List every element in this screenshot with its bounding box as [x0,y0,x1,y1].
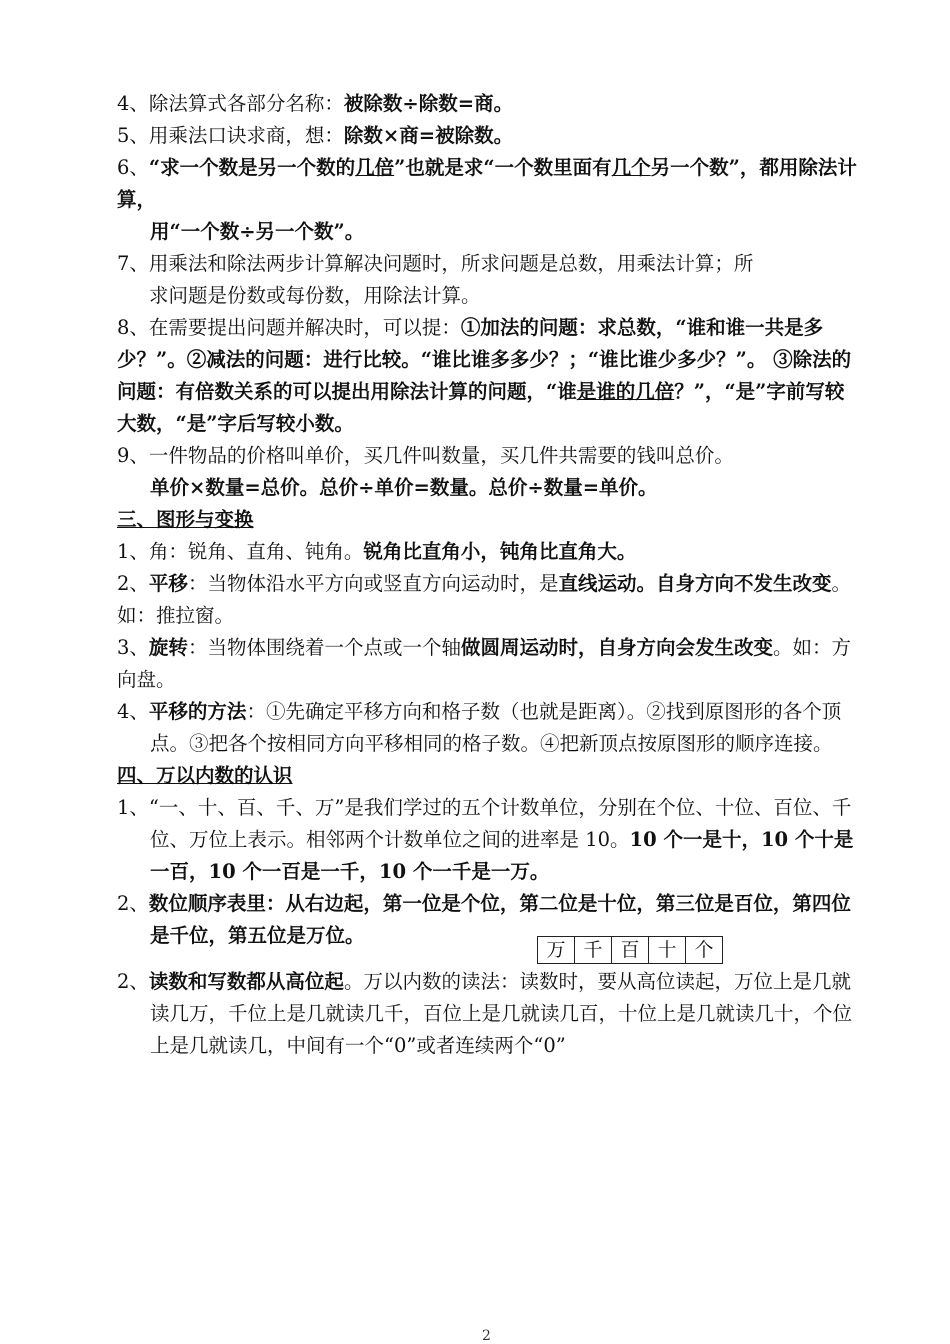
item-4-bold: 被除数÷除数=商。 [343,92,514,115]
item-8-prefix: 8、在需要提出问题并解决时，可以提： [117,316,461,339]
place-bai: 百 [612,937,649,964]
item-6-prefix: 6、 [117,156,149,179]
s4-item-3-bold: 读数和写数都从高位起 [148,970,344,993]
section-4-item-3 [117,966,857,1062]
item-4-text: 4、除法算式各部分名称： [117,92,344,115]
s3-item-3-bold: 做圆周运动时，自身方向会发生改变 [460,636,773,659]
s4-item-3-prefix: 2、 [117,970,149,993]
item-6-line-2: 用“一个数÷另一个数”。 [150,220,365,243]
item-8 [117,312,857,440]
item-9 [117,440,857,472]
item-9-formulas: 单价×数量=总价。总价÷单价=数量。总价÷数量=单价。 [150,476,658,499]
section-3-heading: 三、图形与变换 [117,508,254,531]
item-7-cont: 求问题是份数或每份数，用除法计算。 [149,284,481,307]
s3-item-1-bold: 锐角比直角小，钝角比直角大。 [363,540,637,563]
item-6-bold-2: ”也就是求“一个数里面有 [394,156,612,179]
s3-item-2-term: 平移 [148,572,188,595]
item-7 [117,248,857,312]
item-6-underline-2: 几个 [611,156,651,179]
s3-item-2-bold: 直线运动。自身方向不发生改变 [558,572,832,595]
section-3-item-3 [117,632,857,696]
section-4-heading: 四、万以内数的认识 [117,764,293,787]
s3-item-4-term: 平移的方法 [148,700,247,723]
item-6-bold-3: 另一个数”，都用除法计算， [117,156,857,211]
item-9-text: 9、一件物品的价格叫单价，买几件叫数量，买几件共需要的钱叫总价。 [117,444,734,467]
page-number: 2 [482,1328,491,1344]
s4-item-2-prefix: 2、 [117,892,149,915]
s4-item-3-text: 。万以内数的读法：读数时，要从高位读起，万位上是几就读几万，千位上是几就读几千，百位上是几就读几百，十位上是几就读几十，个位上是几就读几，中间有一个“0”或者连续两个“0” [150,970,853,1057]
item-6-underline-1: 几倍 [355,156,395,179]
s3-item-3-prefix: 3、 [117,636,149,659]
s3-item-3-example: 。如：方向盘。 [117,636,851,691]
s4-item-2-bold: 数位顺序表里：从右边起，第一位是个位，第二位是十位，第三位是百位，第四位是千位，第五位是万位。 [148,892,851,947]
place-value-table [537,936,723,964]
s3-item-4-text: ：①先确定平移方向和格子数（也就是距离）。②找到原图形的各个顶点。③把各个按相同方向平移相同的格子数。④把新顶点按原图形的顺序连接。 [150,700,842,755]
s4-item-1-text: 1、“一、十、百、千、万”是我们学过的五个计数单位，分别在个位、十位、百位、千位、万位上表示。相邻两个计数单位之间的进率是 10。 [117,796,852,851]
section-4-item-1 [117,792,857,888]
section-4-item-2-row [117,888,857,961]
s3-item-2-text: ：当物体沿水平方向或竖直方向运动时，是 [187,572,559,595]
s3-item-4-prefix: 4、 [117,700,149,723]
item-8-underline: 是谁的几倍 [576,380,675,403]
item-8-bold-1: ①加法的问题：求总数，“谁和谁一共是多少？”。②减法的问题：进行比较。“谁比谁多多少？；“谁比谁少多少？”。 ③除法的问题：有倍数关系的可以提出用除法计算的问题，“谁 [117,316,852,403]
s3-item-1-text: 1、角：锐角、直角、钝角。 [117,540,364,563]
place-shi: 十 [649,937,686,964]
place-wan: 万 [538,937,575,964]
s3-item-2-prefix: 2、 [117,572,149,595]
item-7-text: 7、用乘法和除法两步计算解决问题时，所求问题是总数，用乘法计算；所 [117,252,754,275]
s3-item-3-text: ：当物体围绕着一个点或一个轴 [187,636,461,659]
section-4-item-2 [117,888,870,952]
s3-item-2-example: 。如：推拉窗。 [117,572,851,627]
section-3-item-1 [117,536,857,568]
place-qian: 千 [575,937,612,964]
item-4 [117,88,857,120]
place-ge: 个 [686,937,723,964]
section-3-item-2 [117,568,857,632]
item-6 [117,152,857,216]
item-5-bold: 除数×商=被除数。 [343,124,514,147]
item-5 [117,120,857,152]
document-page [117,88,857,1062]
item-5-text: 5、用乘法口诀求商，想： [117,124,344,147]
item-8-bold-2: ？”，“是”字前写较大数，“是”字后写较小数。 [117,380,845,435]
section-3-item-4 [117,696,857,760]
s3-item-3-term: 旋转 [148,636,188,659]
item-6-bold-1: “求一个数是另一个数的 [148,156,356,179]
s4-item-1-bold: 10 个一是十，10 个十是一百，10 个一百是一千，10 个一千是一万。 [150,828,854,883]
